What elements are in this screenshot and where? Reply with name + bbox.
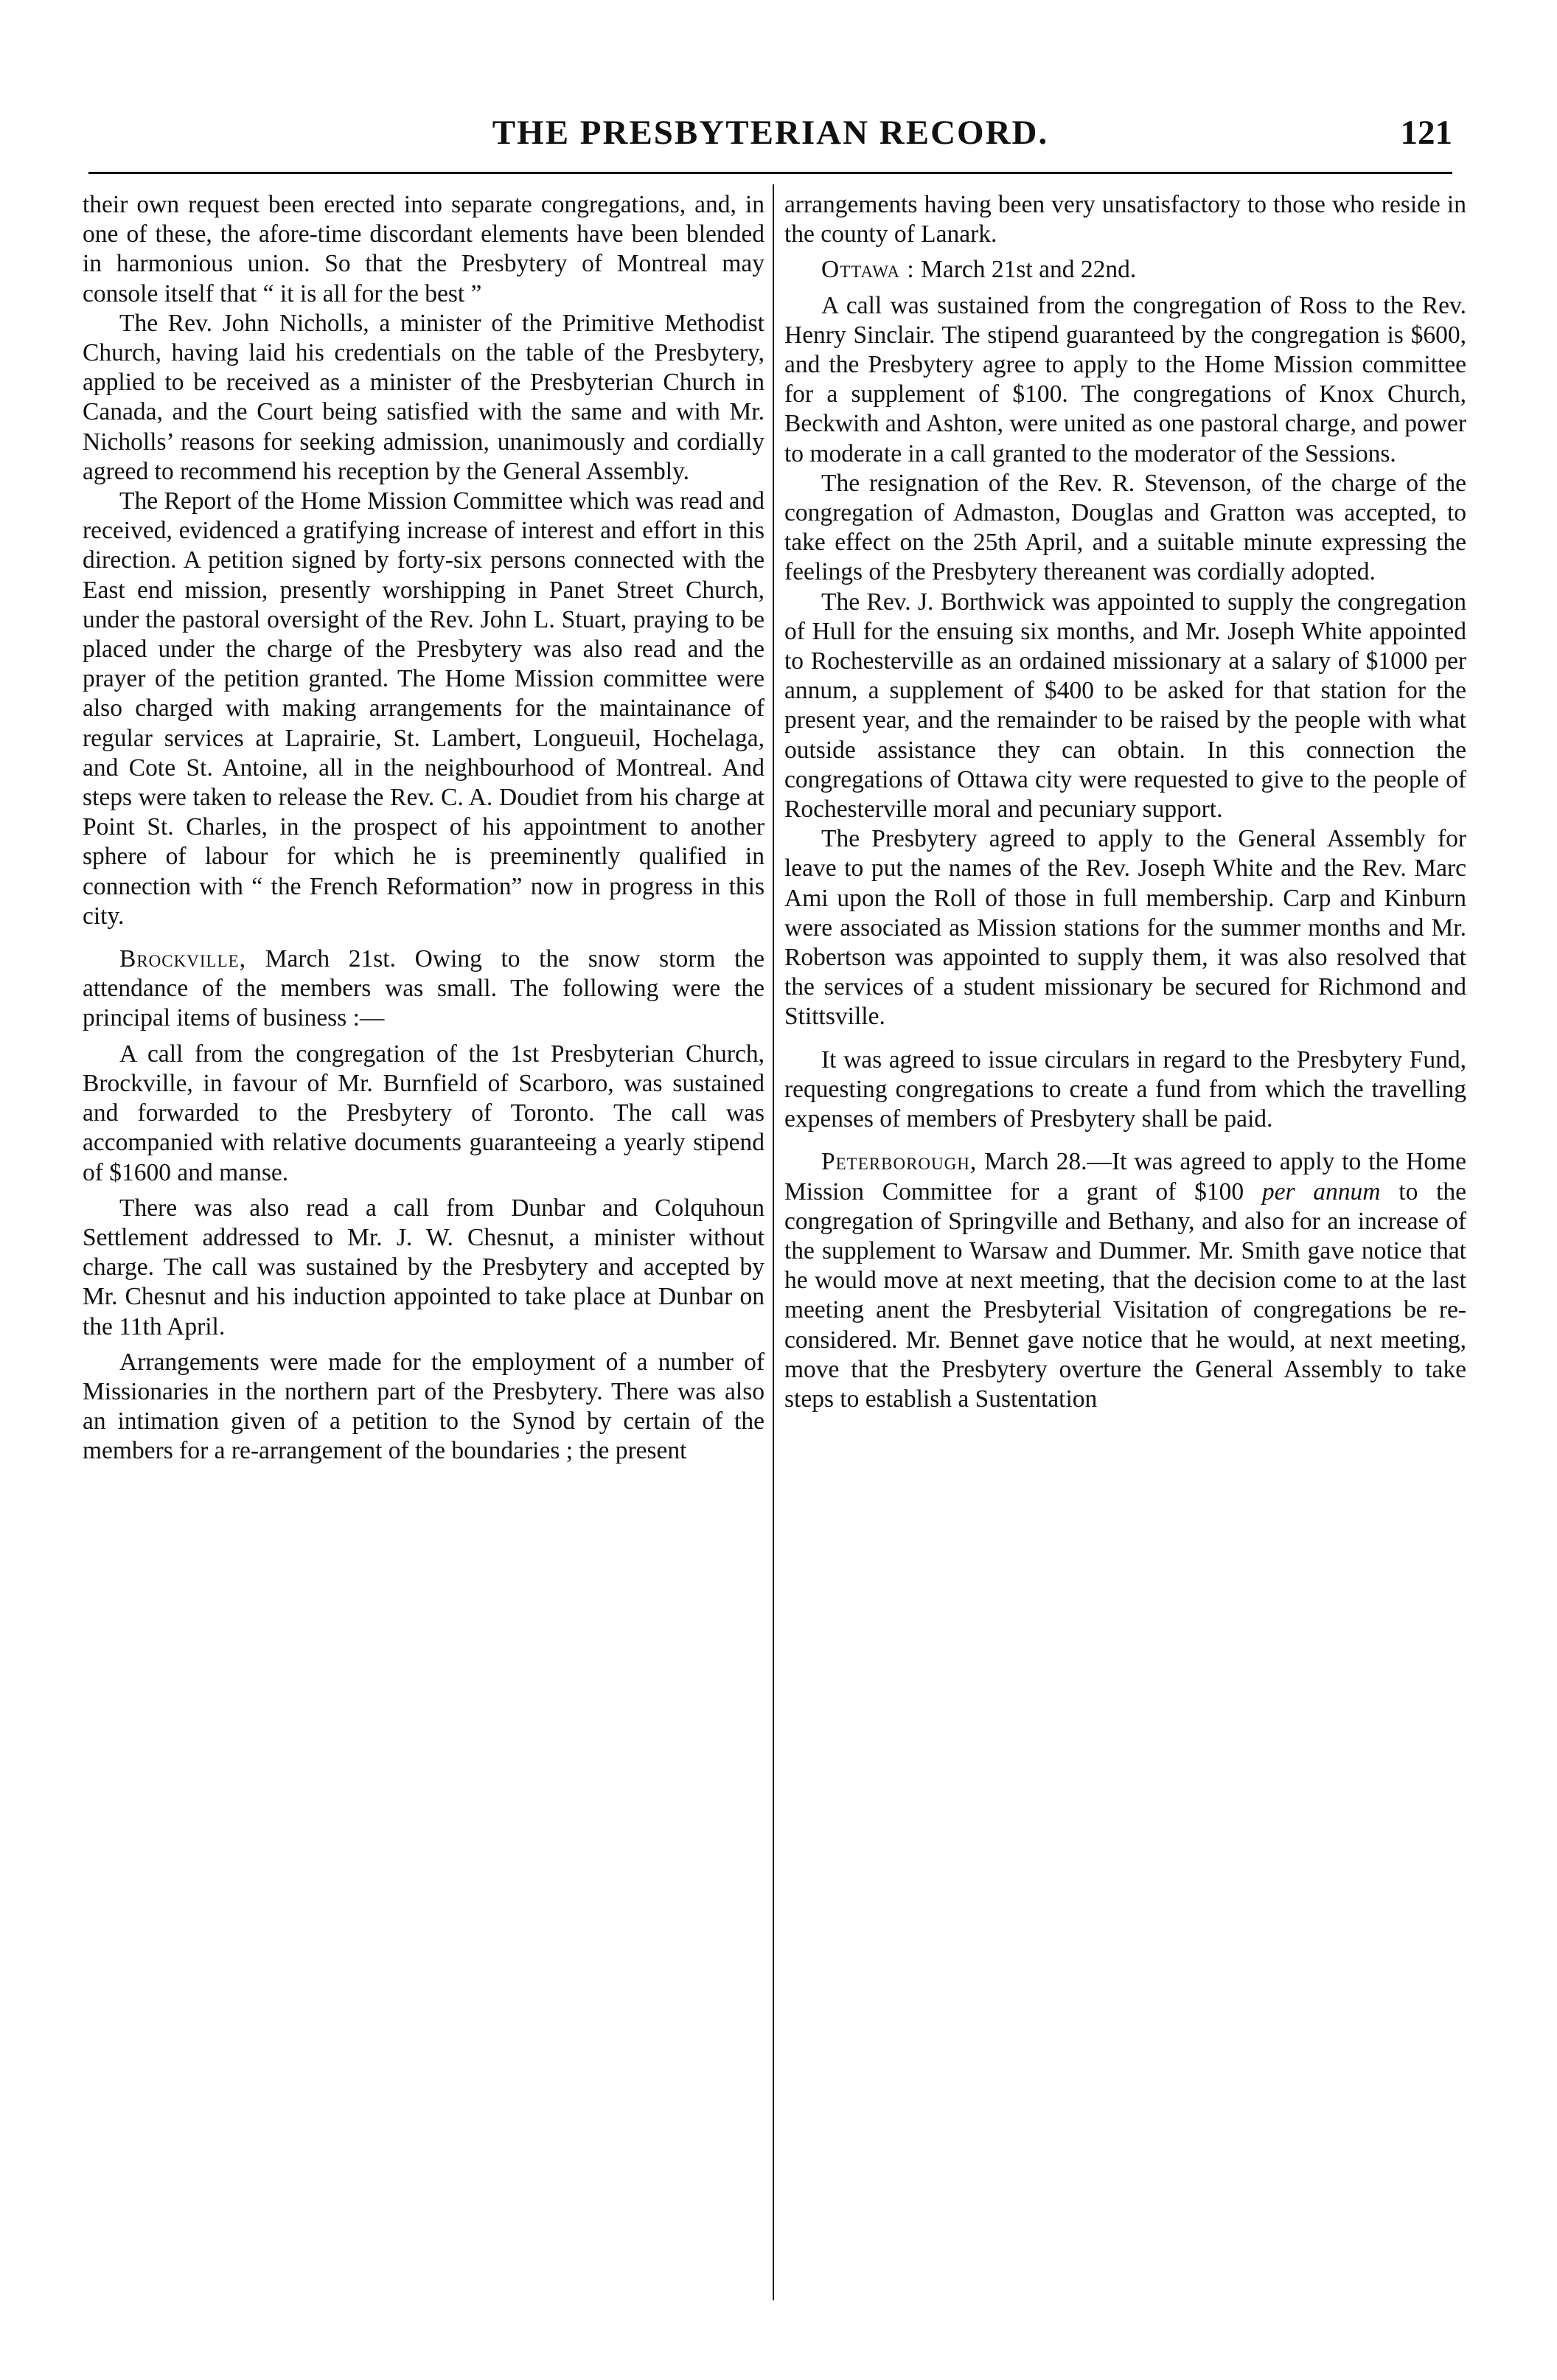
paragraph: arrangements having been very unsatisfactory to those who reside in the county of Lanark.: [784, 191, 1466, 248]
paragraph: The Report of the Home Mission Committee which was read and received, evidenced a gratifying increase of interest and effort in this direction. A petition signed by forty-six persons connected with the East end mission, presently worshipping in Panet Street Church, under the pastoral oversight of the Rev. John L. Stuart, praying to be placed under the charge of the Presbytery was also read and the prayer of the petition granted. The Home Mission committee were also charged with making arrangements for the maintainance of regular services at Laprairie, St. Lambert, Longueuil, Hochelaga, and Cote St. Antoine, all in the neighbourhood of Montreal. And steps were taken to release the Rev. C. A. Doudiet from his charge at Point St. Charles, in the prospect of his appointment to another sphere of labour for which he is preeminently qualified in connection with “ the French Reformation” now in progress in this city.: [83, 487, 764, 930]
section-paragraph-peterborough: [784, 1147, 1466, 1414]
paragraph: The Rev. John Nicholls, a minister of the Primitive Methodist Church, having laid his credentials on the table of the Presbytery, applied to be received as a minister of the Presbyterian Church in Canada, and the Court being satisfied with the same and with Mr. Nicholls’ reasons for seeking admission, unanimously and cordially agreed to recommend his reception by the General Assembly.: [83, 309, 764, 485]
paragraph: Arrangements were made for the employment of a number of Missionaries in the northern part of the Presbytery. There was also an intimation given of a petition to the Synod by certain of the members for a re-arrangement of the boundaries ; the present: [83, 1348, 764, 1465]
paragraph: A call was sustained from the congregation of Ross to the Rev. Henry Sinclair. The stipend guaranteed by the congregation is $600, and the Presbytery agree to apply to the Home Mission committee for a supplement of $100. The congregations of Knox Church, Beckwith and Ashton, were united as one pastoral charge, and power to moderate in a call granted to the moderator of the Sessions.: [784, 291, 1466, 467]
paragraph: The Presbytery agreed to apply to the General Assembly for leave to put the names of the Rev. Joseph White and the Rev. Marc Ami upon the Roll of those in full membership. Carp and Kinburn were associated as Mission stations for the summer months and Mr. Robertson was appointed to supply them, it was also resolved that the services of a student missionary be secured for Richmond and Stittsville.: [784, 825, 1466, 1031]
page-title: THE PRESBYTERIAN RECORD.: [492, 114, 1049, 152]
paragraph: The resignation of the Rev. R. Stevenson, of the charge of the congregation of Admaston, Douglas and Gratton was accepted, to take effect on the 25th April, and a suitable minute expressing the feelings of the Presbytery thereanent was cordially adopted.: [784, 469, 1466, 586]
paragraph: their own request been erected into separate congregations, and, in one of these, the afore-time discordant elements have been blended in harmonious union. So that the Presbytery of Montreal may console itself that “ it is all for the best ”: [83, 191, 764, 307]
section-text: March 21st and 22nd.: [914, 256, 1137, 284]
page-number: 121: [1400, 114, 1452, 152]
section-heading-peterborough: Peterborough,: [821, 1148, 978, 1176]
section-heading-ottawa: Ottawa :: [821, 256, 915, 284]
column-divider: [773, 184, 774, 2300]
section-text: March 21st. Owing to the snow storm the attendance of the members was small. The following were the principal items of business :—: [83, 945, 764, 1032]
left-column: [83, 190, 764, 1466]
section-text: to the congregation of Springville and Bethany, and also for an increase of the supplement to Warsaw and Dummer. Mr. Smith gave notice that he would move at next meeting, that the decision come to at the last meeting anent the Presbyterial Visitation of congregations be re-considered. Mr. Bennet gave notice that he would, at next meeting, move that the Presbytery overture the General Assembly to take steps to establish a Sustentation: [784, 1177, 1467, 1413]
right-column: [784, 190, 1466, 1414]
section-heading-brockville: Brockville,: [119, 945, 247, 973]
italic-text: per annum: [1261, 1177, 1381, 1205]
header-rule: [88, 172, 1452, 174]
section-paragraph-brockville: [83, 944, 764, 1034]
paragraph: A call from the congregation of the 1st Presbyterian Church, Brockville, in favour of Mr. Burnfield of Scarboro, was sustained and forwarded to the Presbytery of Toronto. The call was accompanied with relative documents guaranteeing a yearly stipend of $1600 and manse.: [83, 1040, 764, 1186]
page-header: [88, 111, 1452, 162]
paragraph: There was also read a call from Dunbar and Colquhoun Settlement addressed to Mr. J. W. Chesnut, a minister without charge. The call was sustained by the Presbytery and accepted by Mr. Chesnut and his induction appointed to take place at Dunbar on the 11th April.: [83, 1194, 764, 1340]
section-paragraph-ottawa: [784, 255, 1466, 285]
paragraph: The Rev. J. Borthwick was appointed to supply the congregation of Hull for the ensuing six months, and Mr. Joseph White appointed to Rochesterville as an ordained missionary at a salary of $1000 per annum, a supplement of $400 to be asked for that station for the present year, and the remainder to be raised by the people with what outside assistance they can obtain. In this connection the congregations of Ottawa city were requested to give to the people of Rochesterville moral and pecuniary support.: [784, 588, 1466, 824]
section-text: March 28.—It was agreed to apply to the Home Mission Committee for a grant of $100: [784, 1148, 1466, 1205]
paragraph: It was agreed to issue circulars in regard to the Presbytery Fund, requesting congregations to create a fund from which the travelling expenses of members of Presbytery shall be paid.: [784, 1045, 1466, 1133]
